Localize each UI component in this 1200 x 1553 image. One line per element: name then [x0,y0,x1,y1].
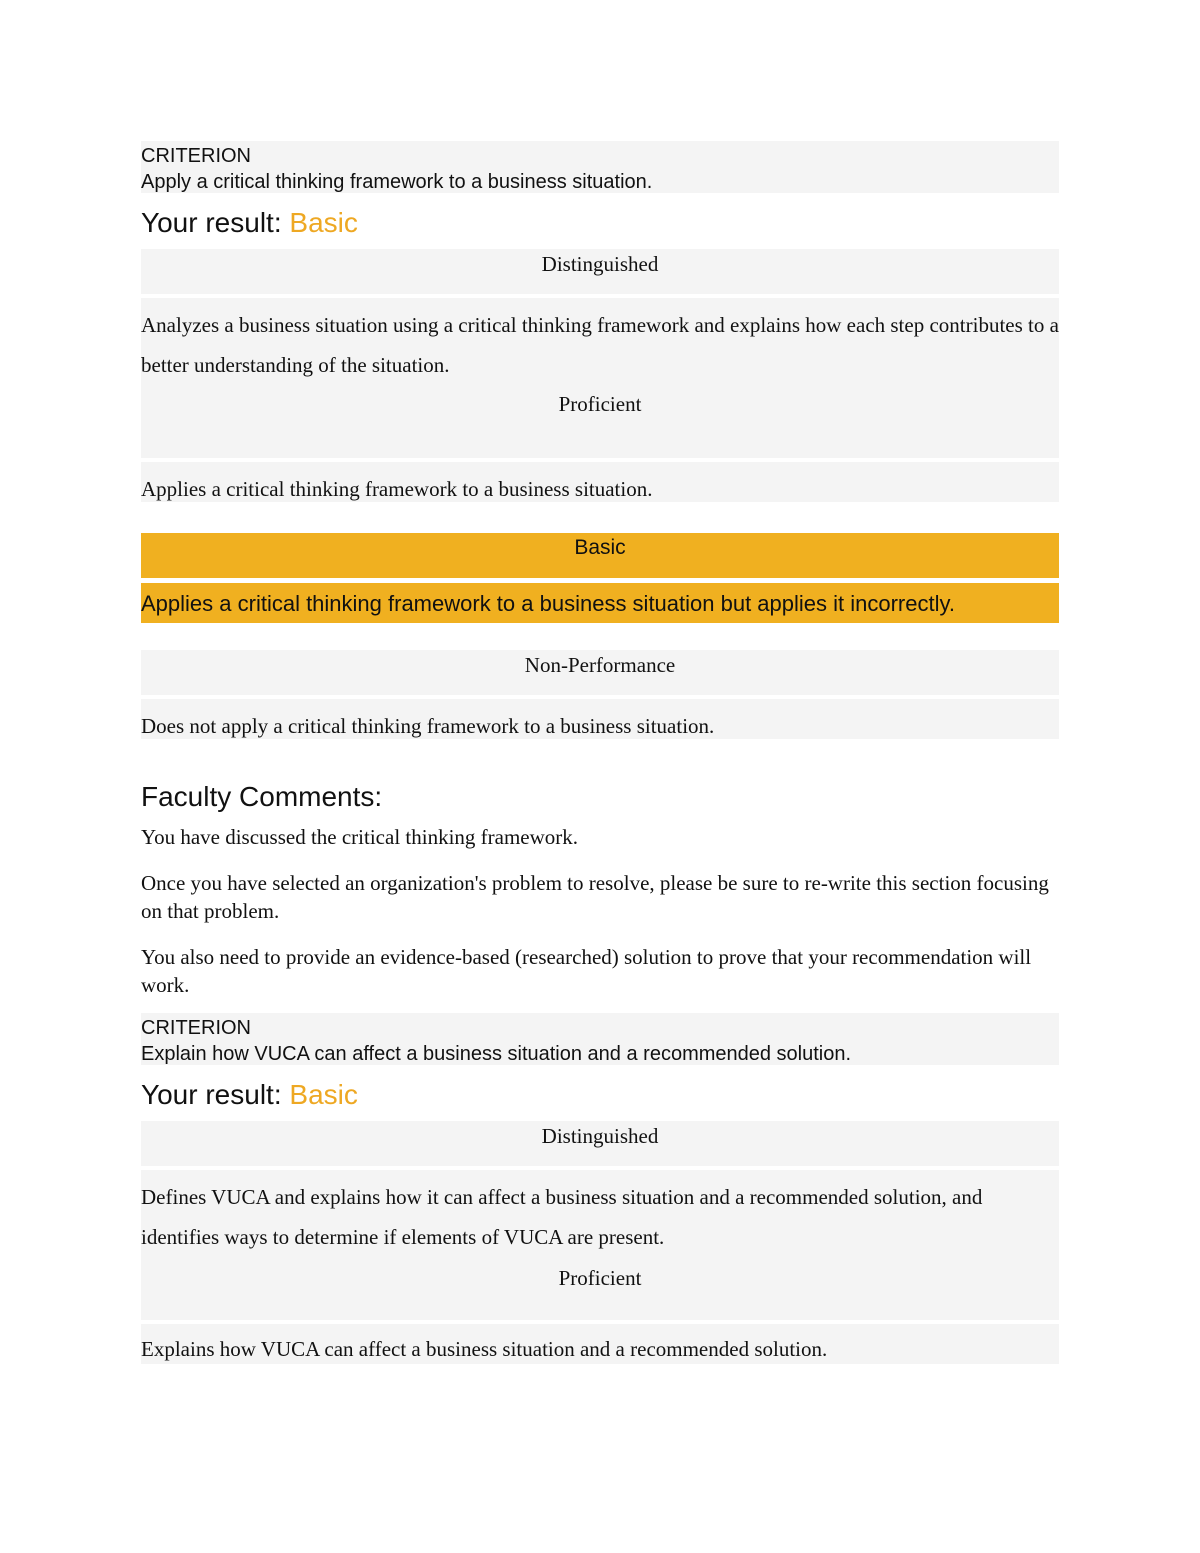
level-name-proficient: Proficient [558,1266,642,1290]
level-description-distinguished: Analyzes a business situation using a critical thinking framework and explains how each step contributes to a better understanding of the situation. [141,313,1059,377]
level-description-non-performance: Does not apply a critical thinking framework to a business situation. [141,699,1059,739]
level-name-proficient: Proficient [558,392,642,416]
level-name-distinguished: Distinguished [141,1121,1059,1166]
level-block-distinguished-proficient [141,298,1059,458]
criterion-label: CRITERION [141,1017,251,1039]
result-label: Your result: [141,1079,282,1110]
criterion-section-1 [141,141,1059,739]
faculty-comment-paragraph: Once you have selected an organization's problem to resolve, please be sure to re-write this section focusing on that problem. [141,871,1049,923]
criterion-box [141,1013,1059,1065]
faculty-comments-section [141,779,1059,999]
criterion-label: CRITERION [141,145,251,167]
criterion-text: Explain how VUCA can affect a business situation and a recommended solution. [141,1043,852,1065]
level-description-basic-selected: Applies a critical thinking framework to a business situation but applies it incorrectly. [141,583,1059,623]
level-description-proficient: Explains how VUCA can affect a business situation and a recommended solution. [141,1324,1059,1364]
result-value: Basic [289,207,358,238]
faculty-comment-paragraph: You have discussed the critical thinking framework. [141,825,579,849]
criterion-section-2 [141,1013,1059,1364]
criterion-text: Apply a critical thinking framework to a business situation. [141,171,653,193]
level-description-proficient: Applies a critical thinking framework to a business situation. [141,462,1059,502]
result-line [141,1077,1059,1113]
level-name-non-performance: Non-Performance [141,650,1059,695]
level-name-basic-selected: Basic [141,533,1059,578]
result-label: Your result: [141,207,282,238]
result-line [141,205,1059,241]
level-block-distinguished-proficient [141,1170,1059,1320]
result-value: Basic [289,1079,358,1110]
level-name-distinguished: Distinguished [141,249,1059,294]
criterion-box [141,141,1059,193]
rubric-document [141,141,1059,1368]
faculty-comments-title: Faculty Comments: [141,781,383,812]
level-description-distinguished: Defines VUCA and explains how it can affect a business situation and a recommended solution, and identifies ways to determine if elements of VUCA are present. [141,1185,983,1249]
faculty-comment-paragraph: You also need to provide an evidence-based (researched) solution to prove that your recommendation will work. [141,945,1032,997]
